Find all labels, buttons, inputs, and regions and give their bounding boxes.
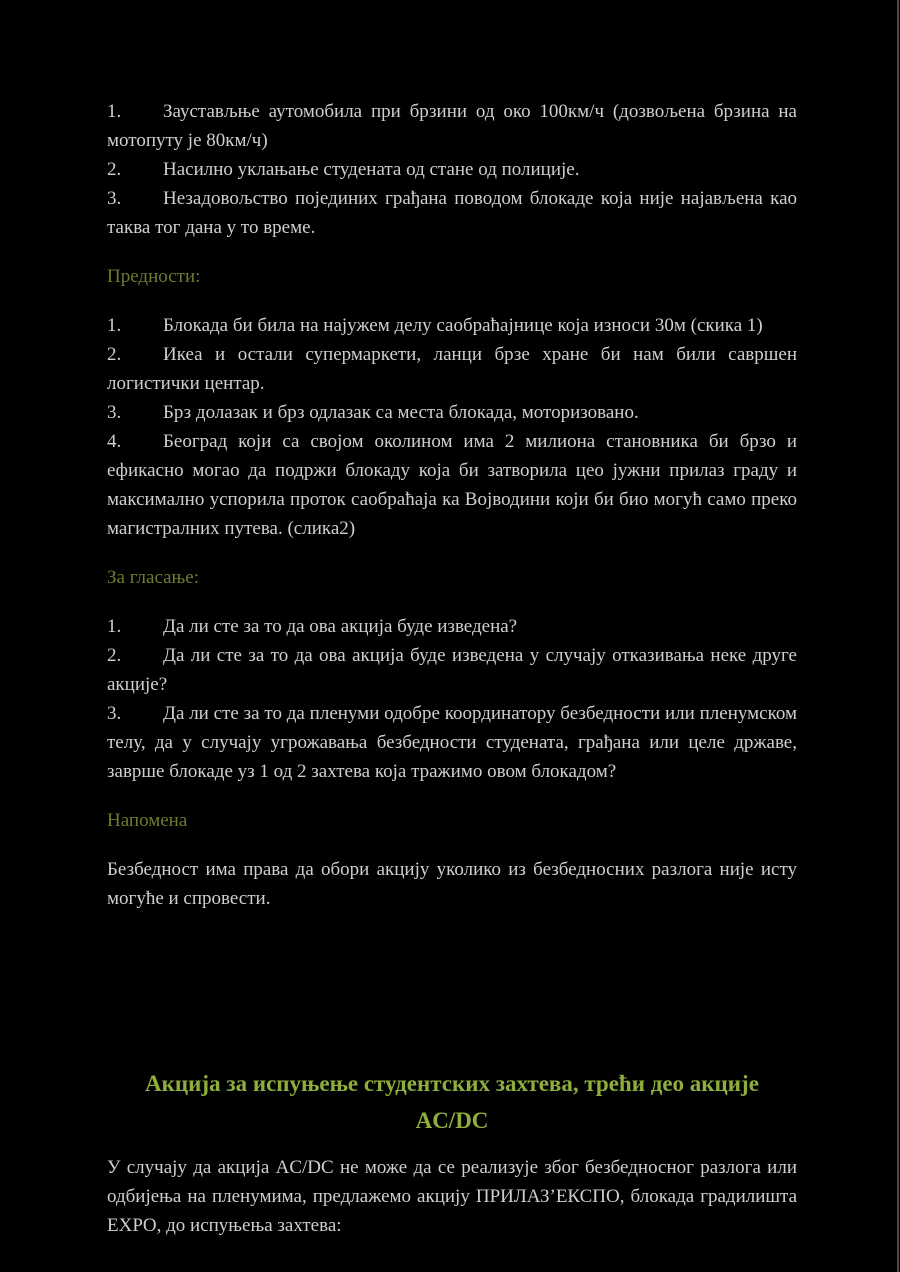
list-item-number: 2. xyxy=(107,159,122,180)
list-item xyxy=(107,427,797,543)
note-heading: Напомена xyxy=(107,810,188,831)
list-item xyxy=(107,340,797,398)
list-item-text: Насилно уклањање студената од стане од полиције. xyxy=(163,159,580,180)
voting-list xyxy=(107,612,797,786)
drawbacks-list xyxy=(107,97,797,242)
list-item-text: Икеа и остали супермаркети, ланци брзе хране би нам били савршен логистички центар. xyxy=(107,344,797,394)
list-item xyxy=(107,311,797,340)
list-item-number: 3. xyxy=(107,402,122,423)
list-item-number: 1. xyxy=(107,101,122,122)
list-item-text: Да ли сте за то да ова акција буде изведена у случају отказивања неке друге акције? xyxy=(107,645,797,695)
list-item xyxy=(107,97,797,155)
action-title-line2: AC/DC xyxy=(415,1108,489,1133)
action-paragraph: У случају да акција AC/DC не може да се реализује због безбедносног разлога или одбијења на пленумима, предлажемо акцију ПРИЛАЗ’ЕКСПО, блокада градилишта EXPO, до испуњења захтева: xyxy=(107,1157,797,1236)
list-item xyxy=(107,155,797,184)
window-right-edge xyxy=(897,0,899,1272)
action-title-line1: Акција за испуњење студентских захтева, трећи део акције xyxy=(145,1071,759,1096)
list-item-number: 2. xyxy=(107,645,122,666)
list-item xyxy=(107,612,797,641)
list-item xyxy=(107,641,797,699)
list-item-text: Да ли сте за то да ова акција буде изведена? xyxy=(163,616,518,637)
note-body: Безбедност има права да обори акцију уколико из безбедносних разлога није исту могуће и спровести. xyxy=(107,859,797,909)
list-item-text: Незадовољство појединих грађана поводом блокаде која није најављена као таква тог дана у то време. xyxy=(107,188,797,238)
list-item-number: 3. xyxy=(107,703,122,724)
list-item-text: Београд који са својом околином има 2 милиона становника би брзо и ефикасно могао да подржи блокаду која би затворила цео јужни прилаз граду и максимално успорила проток саобраћаја ка Војводини који би био могућ само преко магистралних путева. (слика2) xyxy=(107,431,797,539)
list-item-number: 1. xyxy=(107,616,122,637)
list-item xyxy=(107,699,797,786)
document-content xyxy=(107,97,797,1259)
list-item-text: Да ли сте за то да пленуми одобре координатору безбедности или пленумском телу, да у случају угрожавања безбедности студената, грађана или целе државе, заврше блокаде уз 1 од 2 захтева која тражимо овом блокадом? xyxy=(107,703,797,782)
list-item-number: 3. xyxy=(107,188,122,209)
list-item-text: Блокада би била на најужем делу саобраћајнице која износи 30м (скика 1) xyxy=(163,315,763,336)
action-title xyxy=(107,1065,797,1139)
list-item-number: 1. xyxy=(107,315,122,336)
advantages-list xyxy=(107,311,797,543)
list-item-number: 2. xyxy=(107,344,122,365)
list-item xyxy=(107,398,797,427)
voting-heading: За гласање: xyxy=(107,567,199,588)
list-item-number: 4. xyxy=(107,431,122,452)
advantages-heading: Предности: xyxy=(107,266,201,287)
list-item xyxy=(107,184,797,242)
list-item-text: Брз долазак и брз одлазак са места блокада, моторизовано. xyxy=(163,402,639,423)
list-item-text: Заустављње аутомобила при брзини од око 100км/ч (дозвољена брзина на мотопуту је 80км/ч) xyxy=(107,101,797,151)
